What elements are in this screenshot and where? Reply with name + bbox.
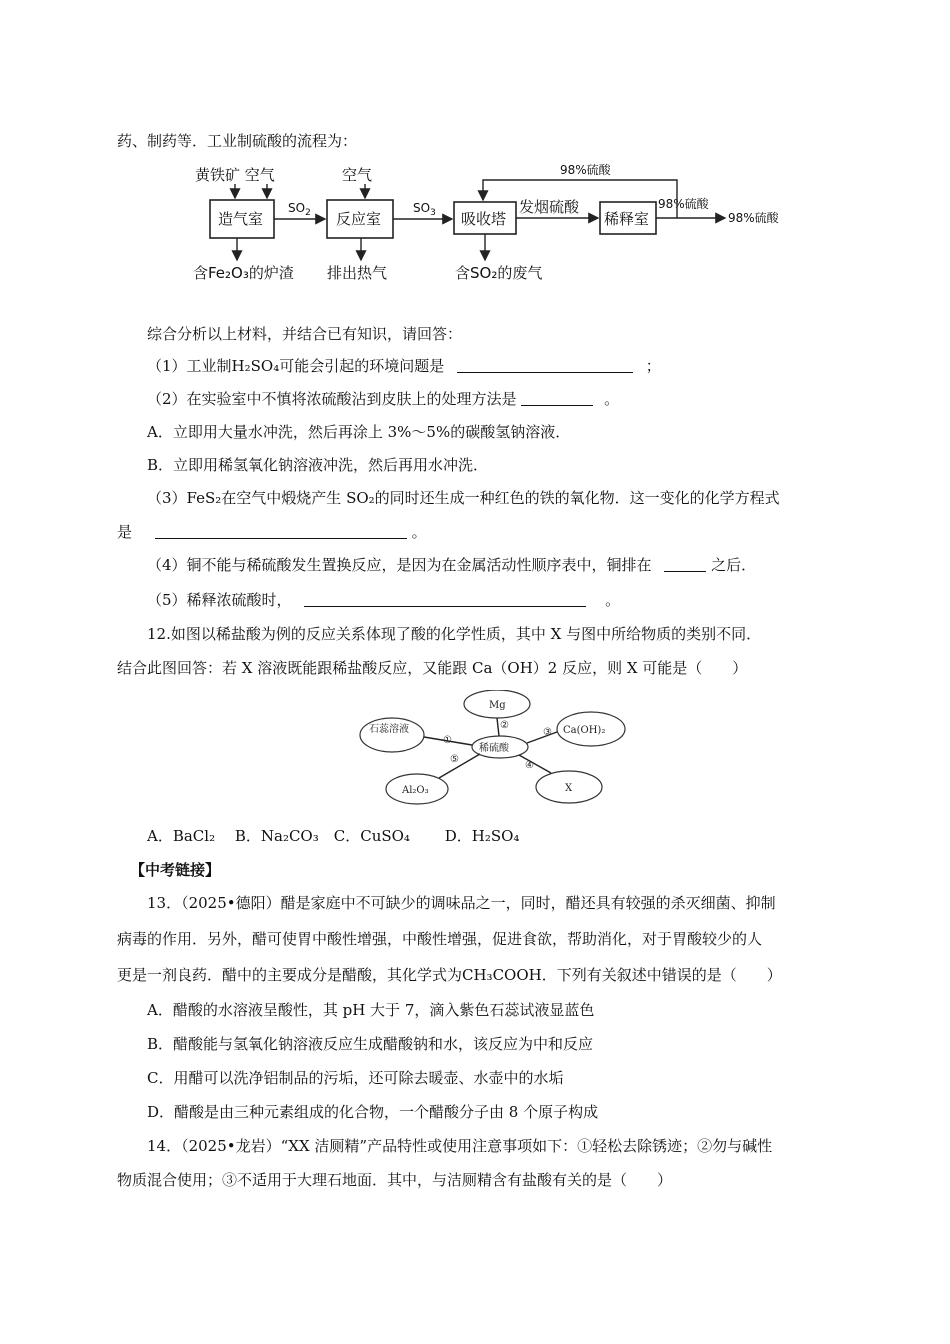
q13-option-a: A．醋酸的水溶液呈酸性，其 pH 大于 7，滴入紫色石蕊试液显蓝色 — [147, 1001, 595, 1019]
q11-sub3-end: 。 — [411, 523, 427, 541]
q11-sub3-line1: （3）FeS₂在空气中煅烧产生 SO₂的同时还生成一种红色的铁的氧化物．这一变化的化学方程式 — [147, 489, 780, 507]
q13-option-d: D．醋酸是由三种元素组成的化合物，一个醋酸分子由 8 个原子构成 — [147, 1103, 599, 1121]
q12-line1: 12.如图以稀盐酸为例的反应关系体现了酸的化学性质，其中 X 与图中所给物质的类别不同． — [147, 625, 762, 643]
reaction-5-marker: ⑤ — [450, 754, 459, 765]
q13-line3: 更是一剂良药．醋中的主要成分是醋酸，其化学式为CH₃COOH．下列有关叙述中错误的是（ ） — [117, 966, 782, 984]
q14-line2: 物质混合使用；③不适用于大理石地面．其中，与洁厕精含有盐酸有关的是（ ） — [117, 1171, 673, 1189]
reaction-3-marker: ③ — [543, 727, 552, 738]
q13-line2: 病毒的作用．另外，醋可使胃中酸性增强，中酸性增强，促进食欲，帮助消化，对于胃酸较少的人 — [117, 930, 763, 948]
fuming-acid-label: 发烟硫酸 — [519, 198, 580, 216]
q13-option-c: C．用醋可以洗净铝制品的污垢，还可除去暖壶、水壶中的水垢 — [147, 1069, 564, 1087]
acid-reaction-diagram — [355, 690, 635, 810]
q11-sub4 — [147, 555, 756, 575]
q11-sub1 — [147, 356, 661, 376]
q11-sub1-text: （1）工业制H₂SO₄可能会引起的环境问题是 — [147, 357, 445, 375]
answer-blank-2[interactable] — [521, 389, 593, 406]
q14-line1: 14．（2025•龙岩）“XX 洁厕精”产品特性或使用注意事项如下：①轻松去除锈迹；②勿与碱性 — [147, 1137, 773, 1155]
waste-gas-output-label: 含SO₂的废气 — [455, 264, 543, 282]
q11-sub3-is: 是 — [117, 523, 133, 541]
q13-line1: 13．（2025•德阳）醋是家庭中不可缺少的调味品之一，同时，醋还具有较强的杀灭细菌、抑制 — [147, 894, 776, 912]
final-98-acid-label: 98%硫酸 — [728, 211, 779, 225]
answer-blank-3[interactable] — [155, 522, 407, 539]
loop-98-acid-label: 98%硫酸 — [560, 163, 611, 177]
dilute-acid-label: 稀硫酸 — [479, 743, 509, 754]
q11-sub5-end: 。 — [605, 591, 621, 609]
x-label: X — [565, 783, 573, 794]
q11-option-b: B．立即用稀氢氧化钠溶液冲洗，然后再用水冲洗． — [147, 456, 489, 474]
intro-text: 药、制药等．工业制硫酸的流程为： — [117, 132, 358, 150]
q11-sub5-text: （5）稀释浓硫酸时， — [147, 591, 292, 609]
q11-sub4-end: 之后． — [711, 556, 757, 574]
q12-options: A．BaCl₂ B．Na₂CO₃ C．CuSO₄ D．H₂SO₄ — [147, 827, 520, 845]
section-title: 【中考链接】 — [130, 861, 221, 879]
q11-sub3-line2 — [117, 522, 427, 542]
q11-sub2-end: 。 — [604, 390, 620, 408]
so2-label: $SO_2$ — [288, 201, 311, 218]
q11-option-a: A．立即用大量水冲洗，然后再涂上 3%～5%的碳酸氢钠溶液． — [147, 423, 571, 441]
hot-gas-output-label: 排出热气 — [327, 264, 388, 282]
slag-output-label: 含Fe₂O₃的炉渣 — [193, 264, 294, 282]
al2o3-label: Al₂O₃ — [402, 785, 429, 796]
q11-prompt: 综合分析以上材料，并结合已有知识，请回答： — [147, 325, 463, 343]
reaction-chamber-label: 反应室 — [336, 210, 382, 228]
absorption-tower-label: 吸收塔 — [461, 210, 507, 228]
reaction-2-marker: ② — [500, 720, 509, 731]
caoh2-label: Ca(OH)₂ — [563, 725, 606, 736]
litmus-label: 石蕊溶液 — [369, 724, 409, 735]
flow-input-air: 空气 — [342, 166, 373, 184]
q13-option-b: B．醋酸能与氢氧化钠溶液反应生成醋酸钠和水，该反应为中和反应 — [147, 1035, 594, 1053]
gas-chamber-label: 造气室 — [218, 210, 264, 228]
dilution-chamber-label: 稀释室 — [604, 210, 650, 228]
sulfuric-acid-flowchart — [185, 160, 815, 295]
q11-sub5 — [147, 590, 620, 610]
flow-input-pyrite-air: 黄铁矿 空气 — [195, 166, 275, 184]
q12-line2: 结合此图回答：若 X 溶液既能跟稀盐酸反应，又能跟 Ca（OH）2 反应，则 X 可能是（ ） — [117, 659, 748, 677]
answer-blank-5[interactable] — [304, 590, 586, 607]
q11-sub2-text: （2）在实验室中不慎将浓硫酸沾到皮肤上的处理方法是 — [147, 390, 517, 408]
answer-blank-4[interactable] — [664, 555, 706, 572]
so3-label: $SO_3$ — [413, 201, 436, 218]
answer-blank-1[interactable] — [457, 356, 633, 373]
reaction-1-marker: ① — [443, 735, 452, 746]
q11-sub1-end: ； — [645, 357, 661, 375]
reaction-4-marker: ④ — [525, 760, 534, 771]
mg-label: Mg — [489, 700, 506, 711]
q11-sub2 — [147, 389, 619, 409]
out-98-acid-top-label: 98%硫酸 — [658, 197, 709, 211]
q11-sub4-text: （4）铜不能与稀硫酸发生置换反应，是因为在金属活动性顺序表中，铜排在 — [147, 556, 652, 574]
